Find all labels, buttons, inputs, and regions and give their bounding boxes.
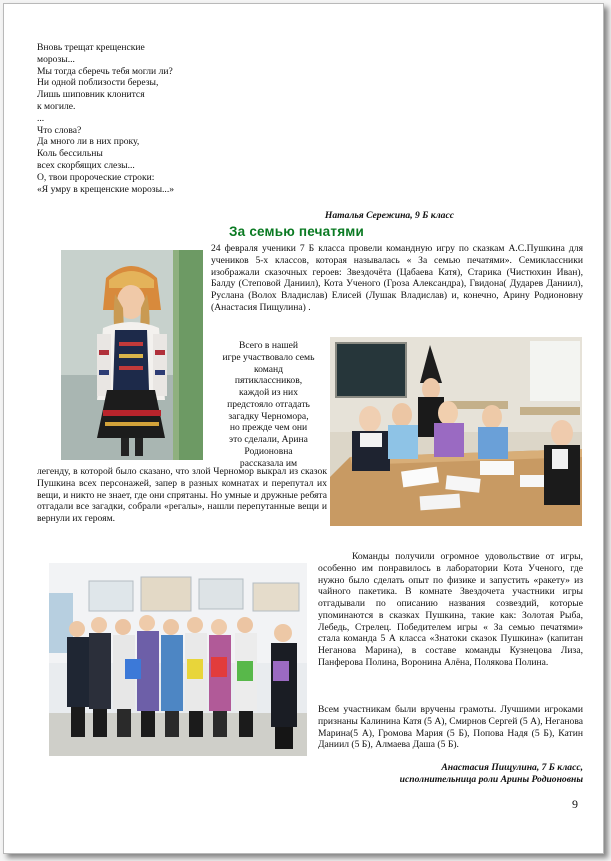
poem-line: О, твои пророческие строки: [37,171,155,183]
poem-line: Да много ли в них проку, [37,136,140,148]
narrow-line: рассказала им [239,457,298,469]
article-author [334,762,583,786]
narrow-line: но прежде чем они [229,422,308,434]
photo-classroom-game [330,337,582,526]
poem-line: Мы тогда сберечь тебя могли ли? [37,65,173,77]
paragraph-narrow-column [210,340,327,469]
paragraph-legend: легенду, в которой было сказано, что злой Черномор выкрал из сказок Пушкина всех персонажей, запер в разных комнатах и перепутал их вещи, и никто не знает, где они спрятаны. Но умные и дружные ребята отгадали все загадки, собрали «регалы», нашли перепутанные вещи и вернули их героям. [37,466,327,524]
poem-author: Наталья Сережина, 9 Б класс [324,210,454,221]
article-author-role: исполнительница роли Арины Родионовны [399,774,583,785]
poem-line: «Я умру в крещенские морозы...» [37,183,175,195]
poem-line: Вновь трещат крещенские [37,42,145,53]
poem-line: Коль бессильны [37,148,103,160]
poem-line: ... [37,112,45,124]
poem-line: Что слова? [37,124,82,136]
paragraph-results: Команды получили огромное удовольствие от игры, особенно им понравилось в лаборатории Кота Ученого, где нужно было сделать опыт по физике и запустить «ракету» из чайного пакетика. В комнате Звездочета участники игры отгадывали по описанию названия созвездий, которые упоминаются в сказках Пушкина, такие как: Золотая Рыба, Лебедь, Стрелец. Победителем игры « За семью печатями» стала команда 5 А класса «Знатоки сказок Пушкина» (капитан Неганова Марина), в составе команды Кузнецова Лиза, Панферова Полина, Воронина Алёна, Полякова Полина. [318,551,583,668]
narrow-line: Всего в нашей [238,340,299,351]
poem-line: к могиле. [37,100,76,112]
narrow-line: команд [253,363,284,375]
poem-line: Ни одной поблизости березы, [37,77,159,89]
narrow-line: Родионовна [244,445,293,457]
paragraph-awards: Всем участникам были вручены грамоты. Лучшими игроками признаны Калинина Катя (5 А), Смирнов Сергей (5 А), Неганова Марина(5 А), Громова Мария (5 Б), Попова Надя (5 Б), Катин Даниил (5 Б), Алмаева Даша (5 Б). [318,704,584,751]
newsletter-page [3,3,604,854]
article-author-line: Анастасия Пищулина, 7 Б класс, [441,762,583,773]
narrow-line: пятиклассников, [234,375,303,387]
narrow-line: каждой из них [238,387,298,398]
narrow-line: игре участвовало семь [222,351,315,363]
narrow-line: предстояло отгадать [227,398,310,410]
article-title: За семью печатями [229,224,364,239]
poem-line: Лишь шиповник клонится [37,89,145,101]
narrow-line: это сделали, Арина [229,434,308,445]
photo-girl-in-costume [61,250,203,460]
photo-group [49,563,307,756]
paragraph-intro: 24 февраля ученики 7 Б класса провели командную игру по сказкам А.С.Пушкина для учеников 5-х классов, которая называлась « За семью печатями». Семиклассники изображали сказочных героев: Звездочёта (Цабаева Катя), Старика (Чистюхин Иван), Балду (Степовой Даниил), Кота Ученого (Гроза Александра), Гвидона( Дударев Даниил), Руслана (Волох Владислав) Елисей (Лушак Владислав) и, конечно, Арину Родионовну (Анастасия Пищулина) . [211,243,583,313]
narrow-line: загадку Черномора, [228,410,309,422]
poem-line: всех скорбящих слезы... [37,159,135,171]
poem-line: морозы... [37,53,75,65]
page-number: 9 [572,797,578,811]
poem [37,42,227,195]
